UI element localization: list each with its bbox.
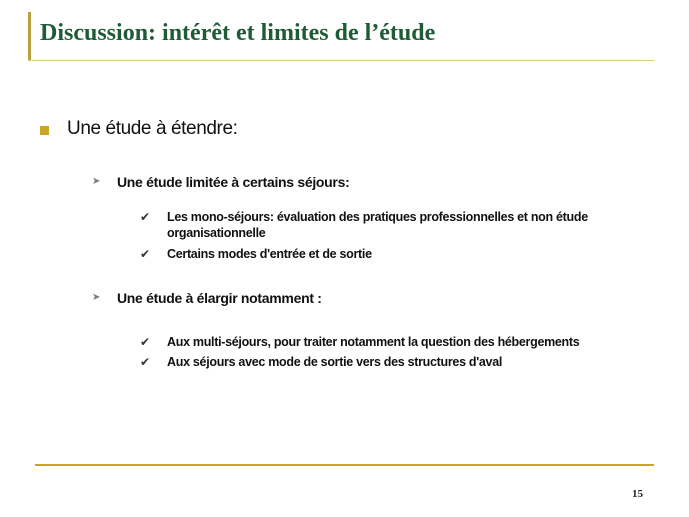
sub-bullet-text: Une étude à élargir notamment : [117, 290, 322, 306]
list-item-text: Les mono-séjours: évaluation des pratiques professionnelles et non étude organisationnelle [167, 210, 588, 240]
checkmark-icon: ✔ [140, 247, 151, 261]
slide-title: Discussion: intérêt et limites de l’étude [40, 20, 436, 46]
sub-bullet-text: Une étude limitée à certains séjours: [117, 174, 350, 190]
checkmark-icon: ✔ [140, 355, 151, 369]
list-item-text: Aux séjours avec mode de sortie vers des structures d'aval [167, 355, 503, 369]
sub-bullet-limited-study [92, 174, 349, 190]
list-item-text: Certains modes d'entrée et de sortie [167, 247, 372, 261]
checkmark-icon: ✔ [140, 210, 151, 224]
list-item-text: Aux multi-séjours, pour traiter notamment la question des hébergements [167, 335, 580, 349]
arrowhead-bullet-icon: ➤ [92, 176, 101, 187]
list-item [140, 209, 645, 241]
list-item [140, 246, 645, 262]
main-bullet-text: Une étude à étendre: [67, 118, 238, 139]
main-bullet-point [40, 118, 238, 140]
arrowhead-bullet-icon: ➤ [92, 292, 101, 303]
title-accent-bar [28, 12, 31, 60]
square-bullet-icon [40, 126, 49, 135]
footer-divider [35, 464, 654, 466]
title-underline [28, 60, 654, 61]
checkmark-icon: ✔ [140, 335, 151, 349]
list-item [140, 354, 645, 370]
list-item [140, 334, 645, 350]
sub-bullet-extend-study [92, 290, 322, 306]
page-number: 15 [632, 488, 643, 500]
